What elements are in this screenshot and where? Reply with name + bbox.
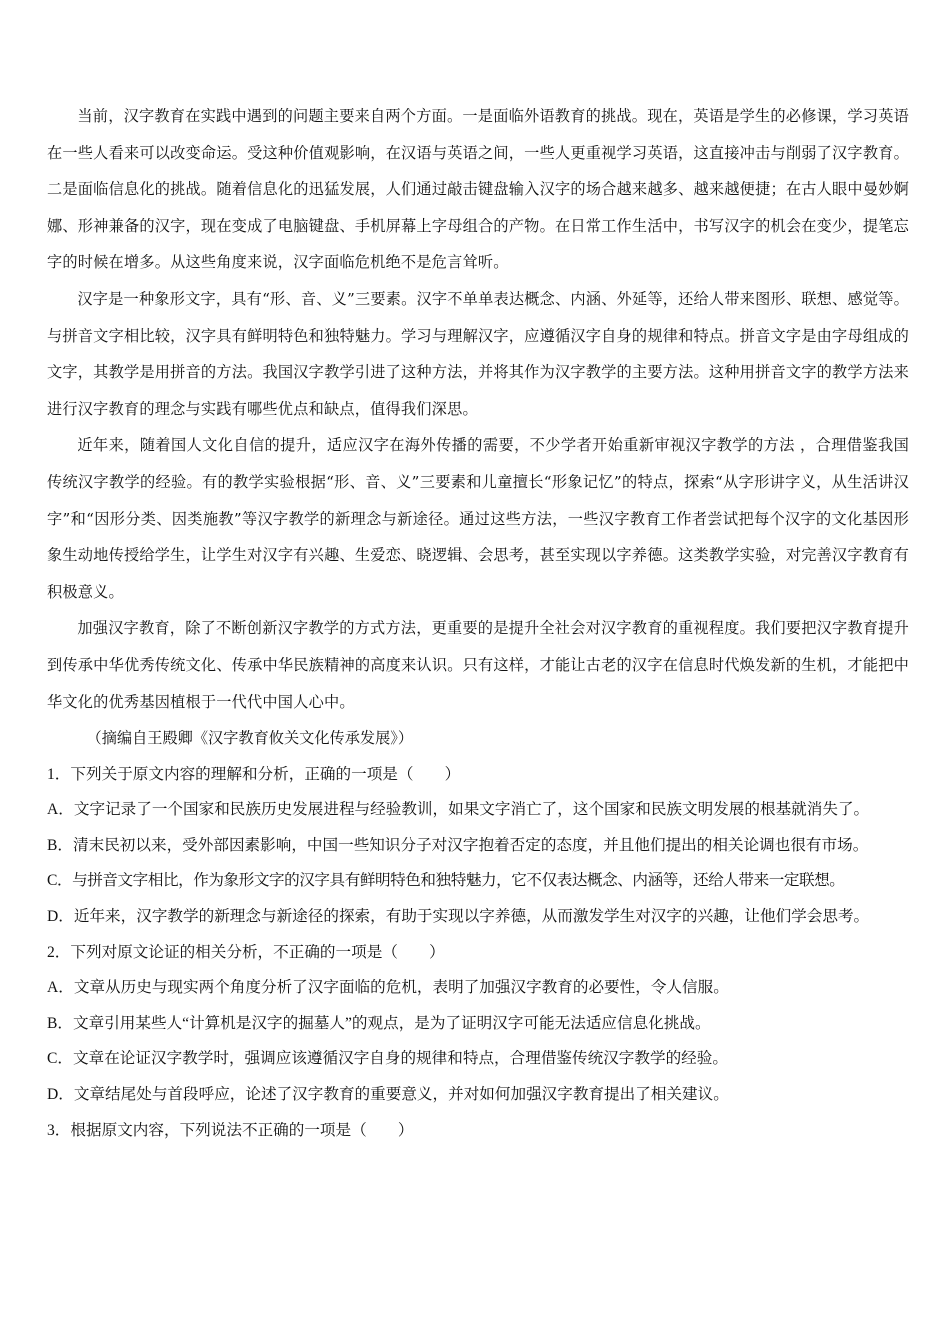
- question-stem: [47, 1113, 909, 1149]
- question-number: 2．: [47, 943, 71, 961]
- option-text: 近年来，汉字教学的新理念与新途径的探索，有助于实现以字养德，从而激发学生对汉字的兴趣，让他们学会思考。: [73, 908, 870, 926]
- question-stem: [47, 935, 909, 971]
- question-number: 3．: [47, 1121, 71, 1139]
- question-number: 1．: [47, 765, 71, 783]
- question-text: 根据原文内容，下列说法不正确的一项是（ ）: [70, 1121, 414, 1139]
- passage-source: （摘编自王殿卿《汉字教育攸关文化传承发展》）: [86, 729, 414, 748]
- question-text: 下列关于原文内容的理解和分析，正确的一项是（ ）: [70, 765, 461, 783]
- question-2: [47, 935, 909, 1113]
- option-letter: C．: [47, 872, 73, 890]
- passage-paragraph-2: 汉字是一种象形文字，具有“形、音、义”三要素。汉字不单单表达概念、内涵、外延等，还给人带来图形、联想、感觉等。与拼音文字相比较，汉字具有鲜明特色和独特魅力。学习与理解汉字，应遵循汉字自身的规律和特点。拼音文字是由字母组成的文字，其教学是用拼音的方法。我国汉字教学引进了这种方法，并将其作为汉字教学的主要方法。这种用拼音文字的教学方法来进行汉字教育的理念与实践有哪些优点和缺点，值得我们深思。: [47, 289, 909, 418]
- option-text: 文字记录了一个国家和民族历史发展进程与经验教训，如果文字消亡了，这个国家和民族文明发展的根基就消失了。: [73, 801, 870, 819]
- option-letter: A．: [47, 801, 74, 819]
- question-1: [47, 757, 909, 935]
- question-2-option-b[interactable]: [47, 1006, 909, 1042]
- question-2-option-c[interactable]: [47, 1041, 909, 1077]
- option-letter: B．: [47, 1014, 73, 1032]
- question-1-option-c[interactable]: [47, 863, 909, 899]
- question-1-option-b[interactable]: [47, 828, 909, 864]
- question-stem: [47, 757, 909, 793]
- question-text: 下列对原文论证的相关分析，不正确的一项是（ ）: [70, 943, 445, 961]
- question-1-option-d[interactable]: [47, 899, 909, 935]
- option-text: 文章结尾处与首段呼应，论述了汉字教育的重要意义，并对如何加强汉字教育提出了相关建议。: [73, 1086, 729, 1104]
- passage-paragraph-3: 近年来，随着国人文化自信的提升，适应汉字在海外传播的需要，不少学者开始重新审视汉字教学的方法 ，合理借鉴我国传统汉字教学的经验。有的教学实验根据“形、音、义”三要素和儿童擅长“形象记忆”的特点，探索“从字形讲字义，从生活讲汉字”和“因形分类、因类施教”等汉字教学的新理念与新途径。通过这些方法，一些汉字教育工作者尝试把每个汉字的文化基因形象生动地传授给学生，让学生对汉字有兴趣、生爱恋、晓逻辑、会思考，甚至实现以字养德。这类教学实验，对完善汉字教育有积极意义。: [47, 436, 909, 601]
- question-2-option-d[interactable]: [47, 1077, 909, 1113]
- option-text: 文章从历史与现实两个角度分析了汉字面临的危机，表明了加强汉字教育的必要性，令人信服。: [73, 979, 729, 997]
- option-letter: D．: [47, 908, 74, 926]
- passage-paragraph-1: 当前，汉字教育在实践中遇到的问题主要来自两个方面。一是面临外语教育的挑战。现在，英语是学生的必修课，学习英语在一些人看来可以改变命运。受这种价值观影响，在汉语与英语之间，一些人更重视学习英语，这直接冲击与削弱了汉字教育。二是面临信息化的挑战。随着信息化的迅猛发展，人们通过敲击键盘输入汉字的场合越来越多、越来越便捷；在古人眼中曼妙婀娜、形神兼备的汉字，现在变成了电脑键盘、手机屏幕上字母组合的产物。在日常工作生活中，书写汉字的机会在变少，提笔忘字的时候在增多。从这些角度来说，汉字面临危机绝不是危言耸听。: [47, 107, 909, 272]
- question-3: [47, 1113, 909, 1149]
- option-letter: C．: [47, 1050, 73, 1068]
- option-letter: A．: [47, 979, 74, 997]
- option-text: 文章在论证汉字教学时，强调应该遵循汉字自身的规律和特点，合理借鉴传统汉字教学的经验。: [73, 1050, 728, 1068]
- exam-page: [47, 98, 909, 1148]
- option-text: 与拼音文字相比，作为象形文字的汉字具有鲜明特色和独特魅力，它不仅表达概念、内涵等，还给人带来一定联想。: [72, 872, 845, 890]
- option-letter: D．: [47, 1086, 74, 1104]
- passage-paragraph-4: 加强汉字教育，除了不断创新汉字教学的方式方法，更重要的是提升全社会对汉字教育的重视程度。我们要把汉字教育提升到传承中华优秀传统文化、传承中华民族精神的高度来认识。只有这样，才能让古老的汉字在信息时代焕发新的生机，才能把中华文化的优秀基因植根于一代代中国人心中。: [47, 619, 909, 711]
- question-1-option-a[interactable]: [47, 792, 909, 828]
- option-letter: B．: [47, 836, 73, 854]
- option-text: 文章引用某些人“计算机是汉字的掘墓人”的观点，是为了证明汉字可能无法适应信息化挑战。: [73, 1014, 711, 1032]
- question-2-option-a[interactable]: [47, 970, 909, 1006]
- option-text: 清末民初以来，受外部因素影响，中国一些知识分子对汉字抱着否定的态度，并且他们提出的相关论调也很有市场。: [73, 836, 869, 854]
